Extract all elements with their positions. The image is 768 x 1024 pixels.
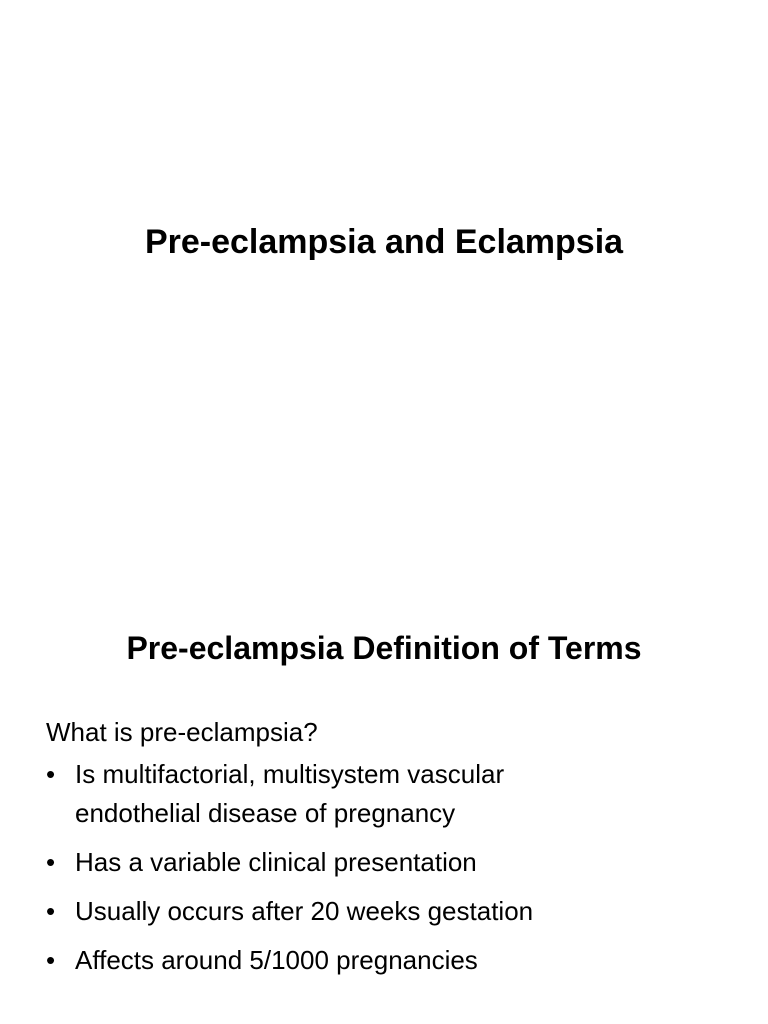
list-item [46, 843, 746, 882]
list-item-text [75, 755, 746, 833]
list-item [46, 755, 746, 833]
bullet-list [46, 755, 746, 980]
bullet-icon: • [46, 945, 56, 975]
definition-slide [0, 576, 768, 1024]
list-item-text: Usually occurs after 20 weeks gestation [75, 896, 534, 926]
slide-heading: Pre-eclampsia Definition of Terms [126, 630, 642, 666]
bullet-icon: • [46, 896, 56, 926]
list-item-line: endothelial disease of pregnancy [75, 798, 456, 828]
list-item-line: Is multifactorial, multisystem vascular [75, 759, 505, 789]
intro-question: What is pre-eclampsia? [46, 717, 318, 747]
bullet-icon: • [46, 759, 56, 789]
bullet-icon: • [46, 847, 56, 877]
slide-title: Pre-eclampsia and Eclampsia [144, 223, 624, 261]
list-item-text: Affects around 5/1000 pregnancies [75, 945, 478, 975]
list-item-text: Has a variable clinical presentation [75, 847, 477, 877]
slide-body [46, 713, 746, 990]
list-item [46, 892, 746, 931]
list-item [46, 941, 746, 980]
